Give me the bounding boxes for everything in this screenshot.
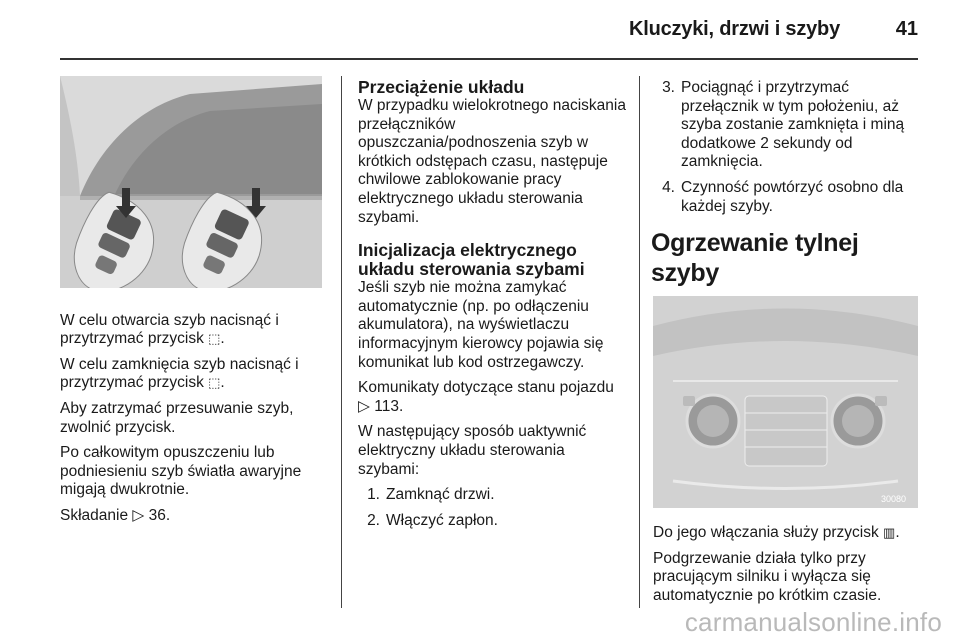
heading-initialization: Inicjalizacja elektrycznego układu sterowania szybami [358, 240, 585, 280]
reference-link[interactable]: 36. [148, 506, 171, 524]
climate-panel-illustration [653, 296, 918, 508]
heading-overload: Przeciążenie układu [358, 77, 525, 97]
paragraph-close-windows: W celu zamknięcia szyb nacisnąć i przytrzymać przycisk ⬚. [60, 355, 299, 392]
list-item: 3. Pociągnąć i przytrzymać przełącznik w tym położeniu, aż szyba zostanie zamknięta i miną dodatkowe 2 sekundy od zamknięcia. [662, 79, 905, 171]
figure-code: 30080 [881, 494, 907, 505]
list-item: 4. Czynność powtórzyć osobno dla każdej szyby. [662, 178, 904, 215]
paragraph-vehicle-messages: Komunikaty dotyczące stanu pojazdu ▷ 113. [358, 379, 614, 415]
paragraph-activate: W następujący sposób uaktywnić elektryczny układu sterowania szybami: [358, 423, 587, 478]
paragraph-heating-switch: Do jego włączania służy przycisk ▥. [653, 524, 900, 542]
reference-link[interactable]: 113. [374, 397, 404, 415]
paragraph-heating-info: Podgrzewanie działa tylko przy pracującym silniku i wyłącza się automatycznie po krótkim czasie. [653, 549, 882, 604]
header-title: Kluczyki, drzwi i szyby [628, 18, 840, 40]
rear-window-heating-icon: ▥ [883, 525, 896, 541]
paragraph-folding-ref: Składanie ▷ 36. [60, 506, 171, 524]
right-column [653, 79, 923, 613]
reference-arrow-icon: ▷ [132, 506, 145, 524]
list-item: 1. Zamknąć drzwi. [367, 486, 495, 504]
paragraph-hazard-lights: Po całkowitym opuszczeniu lub podniesieniu szyb światła awaryjne migają dwukrotnie. [60, 444, 302, 499]
column-divider-right [639, 76, 640, 608]
paragraph-overload: W przypadku wielokrotnego naciskania przełączników opuszczania/podnoszenia szyb w krótkich odstępach czasu, następuje chwilowe zablokowanie pracy elektrycznego układu sterowania szybami. [358, 97, 626, 226]
header-divider [60, 58, 918, 60]
window-close-icon: ⬚ [208, 375, 221, 391]
key-window-illustration [60, 76, 322, 288]
heading-rear-window-heating: Ogrzewanie tylnej szyby [651, 229, 859, 288]
watermark: carmanualsonline.info [684, 607, 942, 637]
page-number: 41 [895, 18, 918, 40]
left-column [60, 76, 322, 533]
paragraph-stop: Aby zatrzymać przesuwanie szyb, zwolnić przycisk. [60, 399, 294, 436]
paragraph-initialization: Jeśli szyb nie można zamykać automatycznie (np. po odłączeniu akumulatora), na wyświetlaczu informacyjnym kierowcy pojawia się komunikat lub kod ostrzegawczy. [358, 279, 604, 371]
column-divider-left [341, 76, 342, 608]
middle-column [358, 78, 630, 537]
paragraph-open-windows: W celu otwarcia szyb nacisnąć i przytrzymać przycisk ⬚. [60, 311, 279, 348]
reference-arrow-icon: ▷ [358, 397, 370, 415]
window-open-icon: ⬚ [208, 331, 221, 347]
list-item: 2. Włączyć zapłon. [367, 511, 498, 529]
